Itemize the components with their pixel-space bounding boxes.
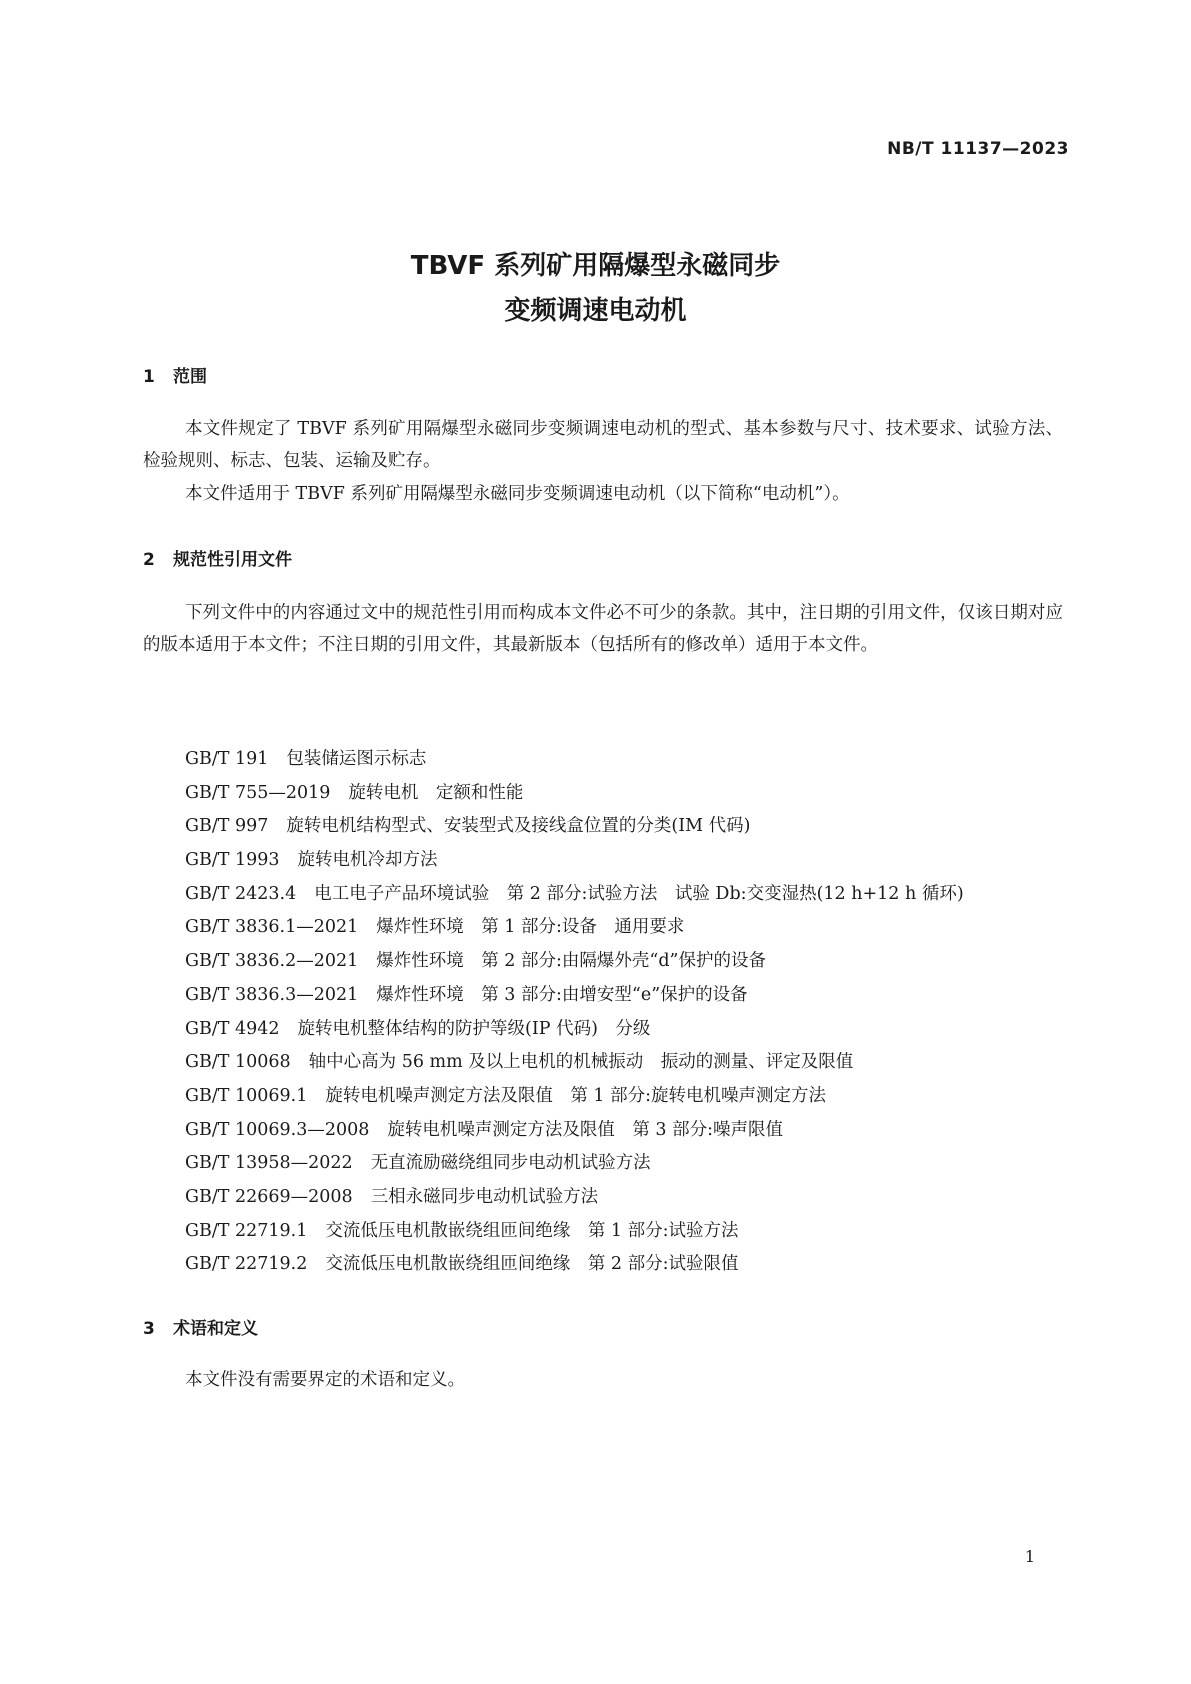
reference-item: [185, 979, 964, 1013]
reference-title: 旋转电机结构型式、安装型式及接线盒位置的分类(IM 代码): [286, 816, 751, 837]
reference-title: 旋转电机噪声测定方法及限值 第 1 部分:旋转电机噪声测定方法: [325, 1085, 826, 1106]
reference-code: GB/T 22669—2008: [185, 1186, 353, 1207]
reference-title: 爆炸性环境 第 3 部分:由增安型“e”保护的设备: [376, 984, 748, 1005]
document-title-line1: TBVF 系列矿用隔爆型永磁同步: [410, 251, 781, 281]
normative-references-list: [185, 743, 964, 1282]
reference-title: 交流低压电机散嵌绕组匝间绝缘 第 2 部分:试验限值: [325, 1254, 739, 1275]
reference-code: GB/T 13958—2022: [185, 1153, 353, 1174]
section-title: 范围: [173, 367, 207, 387]
section-number: 3: [143, 1319, 155, 1339]
reference-code: GB/T 755—2019: [185, 782, 331, 803]
reference-title: 旋转电机整体结构的防护等级(IP 代码) 分级: [297, 1018, 651, 1039]
reference-code: GB/T 191: [185, 749, 269, 769]
section-1-paragraph-1: 本文件规定了 TBVF 系列矿用隔爆型永磁同步变频调速电动机的型式、基本参数与尺寸、技术要求、试验方法、检验规则、标志、包装、运输及贮存。: [143, 419, 1063, 471]
reference-item: [185, 1114, 964, 1148]
document-title-line2: 变频调速电动机: [504, 296, 687, 326]
section-3-paragraph-1: 本文件没有需要界定的术语和定义。: [185, 1370, 465, 1390]
reference-title: 交流低压电机散嵌绕组匝间绝缘 第 1 部分:试验方法: [325, 1220, 739, 1241]
reference-item: [185, 878, 964, 912]
section-title: 术语和定义: [173, 1319, 258, 1339]
reference-item: [185, 1181, 964, 1215]
section-2-paragraph-1: 下列文件中的内容通过文中的规范性引用而构成本文件必不可少的条款。其中，注日期的引用文件，仅该日期对应的版本适用于本文件；不注日期的引用文件，其最新版本（包括所有的修改单）适用于本文件。: [143, 603, 1063, 655]
reference-code: GB/T 2423.4: [185, 883, 297, 904]
reference-title: 三相永磁同步电动机试验方法: [370, 1186, 599, 1207]
reference-title: 包装储运图示标志: [286, 749, 427, 769]
reference-item: [185, 911, 964, 945]
reference-code: GB/T 22719.2: [185, 1254, 308, 1275]
reference-code: GB/T 997: [185, 816, 269, 837]
section-1-heading: [143, 362, 207, 387]
reference-item: [185, 810, 964, 844]
page-number: 1: [1024, 1547, 1035, 1566]
reference-code: GB/T 3836.2—2021: [185, 951, 359, 972]
reference-title: 无直流励磁绕组同步电动机试验方法: [370, 1153, 651, 1174]
reference-item: [185, 1248, 964, 1282]
reference-item: [185, 1013, 964, 1047]
reference-item: [185, 844, 964, 878]
reference-title: 爆炸性环境 第 1 部分:设备 通用要求: [376, 917, 685, 938]
reference-title: 旋转电机冷却方法: [297, 850, 438, 871]
reference-code: GB/T 3836.1—2021: [185, 917, 359, 938]
reference-title: 电工电子产品环境试验 第 2 部分:试验方法 试验 Db:交变湿热(12 h+12 h 循环): [314, 883, 964, 904]
reference-item: [185, 1080, 964, 1114]
reference-code: GB/T 10069.1: [185, 1085, 308, 1106]
reference-item: [185, 743, 964, 777]
standard-code: NB/T 11137—2023: [887, 139, 1069, 159]
section-title: 规范性引用文件: [173, 550, 292, 570]
reference-item: [185, 777, 964, 811]
reference-code: GB/T 3836.3—2021: [185, 984, 359, 1005]
reference-item: [185, 945, 964, 979]
section-2-heading: [143, 545, 292, 570]
section-3-heading: [143, 1314, 258, 1339]
reference-code: GB/T 4942: [185, 1018, 280, 1039]
reference-title: 爆炸性环境 第 2 部分:由隔爆外壳“d”保护的设备: [376, 951, 766, 972]
section-number: 1: [143, 367, 155, 387]
section-number: 2: [143, 550, 155, 570]
reference-item: [185, 1215, 964, 1249]
reference-item: [185, 1046, 964, 1080]
reference-title: 旋转电机噪声测定方法及限值 第 3 部分:噪声限值: [387, 1119, 784, 1140]
reference-code: GB/T 22719.1: [185, 1220, 308, 1241]
reference-code: GB/T 10069.3—2008: [185, 1119, 370, 1140]
reference-item: [185, 1147, 964, 1181]
reference-title: 旋转电机 定额和性能: [348, 782, 524, 803]
reference-title: 轴中心高为 56 mm 及以上电机的机械振动 振动的测量、评定及限值: [308, 1052, 854, 1073]
section-1-paragraph-2: 本文件适用于 TBVF 系列矿用隔爆型永磁同步变频调速电动机（以下简称“电动机”）。: [185, 484, 850, 504]
reference-code: GB/T 10068: [185, 1052, 291, 1073]
reference-code: GB/T 1993: [185, 850, 280, 871]
